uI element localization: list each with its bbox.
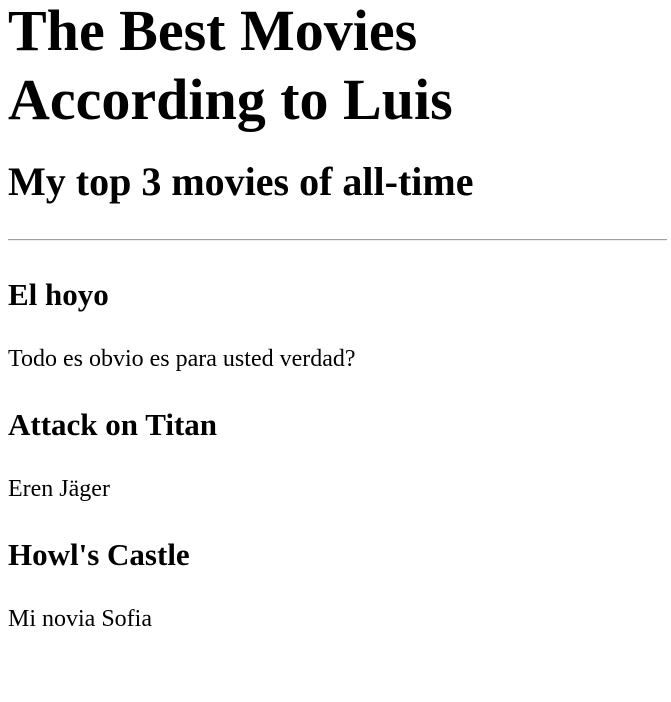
movie-entry [8,277,663,373]
movie-title: El hoyo [8,277,109,312]
movie-title: Howl's Castle [8,537,190,572]
movie-entry [8,407,663,503]
movie-entry [8,537,663,633]
movie-title: Attack on Titan [8,407,218,442]
page-title: The Best Movies According to Luis [8,0,453,132]
movie-description: Todo es obvio es para usted verdad? [8,346,356,372]
movie-description: Eren Jäger [8,476,110,502]
movie-description: Mi novia Sofia [8,606,152,632]
page-subtitle: My top 3 movies of all-time [8,159,474,204]
divider [8,239,667,241]
